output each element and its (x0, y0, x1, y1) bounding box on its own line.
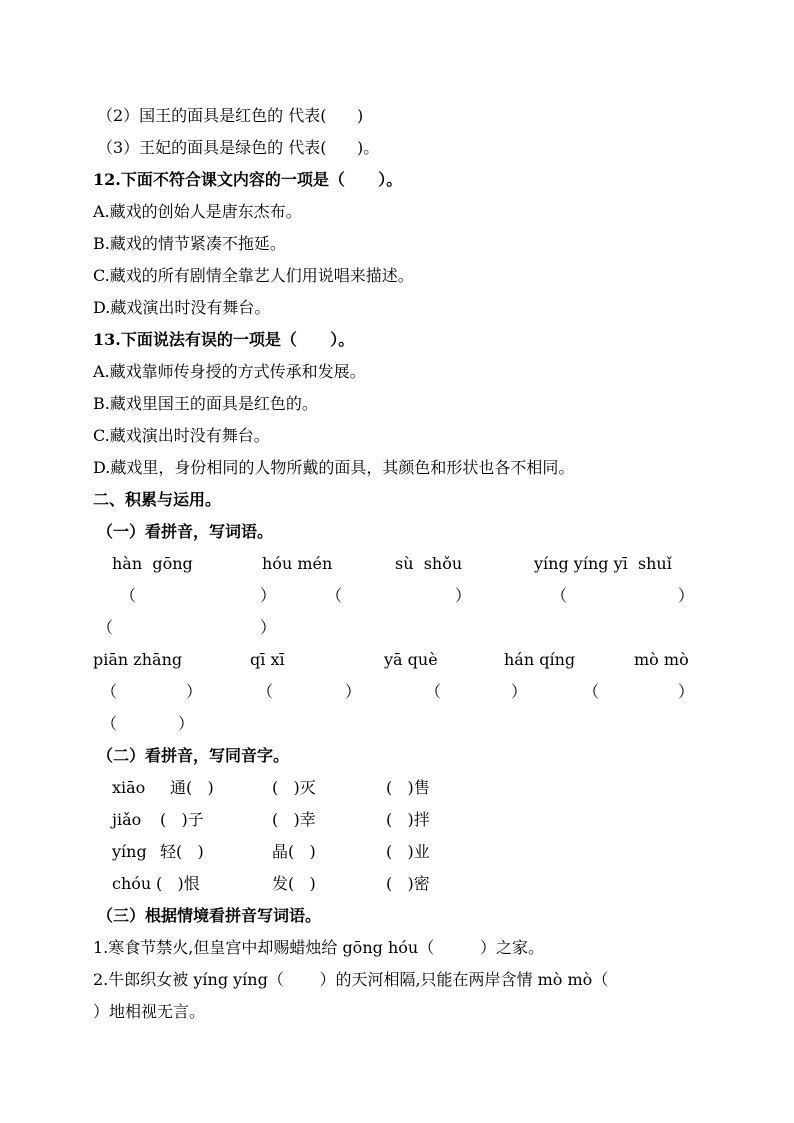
pinyin-8: hán qíng (504, 650, 576, 669)
homophone-blank[interactable]: ( )密 (386, 874, 430, 893)
answer-blank[interactable]: （ (326, 586, 343, 605)
pinyin-9: mò mò (634, 650, 689, 669)
answer-blank-close: ） (178, 714, 195, 733)
homophone-blank[interactable]: ( )子 (160, 810, 204, 829)
homophone-blank[interactable]: ( )恨 (156, 874, 200, 893)
pinyin-4: yíng yíng yī shuǐ (534, 554, 672, 573)
pinyin-6: qī xī (250, 650, 285, 669)
answer-blank[interactable]: （ (120, 586, 137, 605)
q12-option-b: B.藏戏的情节紧凑不拖延。 (93, 234, 286, 253)
pinyin-1: hàn gōng (112, 554, 193, 573)
answer-blank[interactable]: （ (257, 682, 274, 701)
homophone-blank[interactable]: ( )幸 (272, 810, 316, 829)
answer-blank-close: ） (345, 682, 362, 701)
homophone-blank[interactable]: ( )业 (386, 842, 430, 861)
pinyin-7: yā què (384, 650, 438, 669)
q13-option-c: C.藏戏演出时没有舞台。 (93, 426, 270, 445)
pinyin-3: sù shǒu (395, 554, 463, 573)
section2-title: 二、积累与运用。 (93, 490, 222, 509)
answer-blank-close: ） (186, 682, 203, 701)
q12-option-d: D.藏戏演出时没有舞台。 (93, 298, 271, 317)
homophone-pinyin: yíng (112, 842, 147, 861)
context-sentence-1: 1.寒食节禁火,但皇宫中却赐蜡烛给 gōng hóu（ ）之家。 (93, 938, 544, 957)
homophone-blank[interactable]: 轻( ) (160, 842, 204, 861)
homophone-blank[interactable]: ( )拌 (386, 810, 430, 829)
answer-blank[interactable]: （ (551, 586, 568, 605)
answer-blank-close: ） (511, 682, 528, 701)
pinyin-5: piān zhāng (93, 650, 183, 669)
part3-title: （三）根据情境看拼音写词语。 (97, 906, 322, 925)
q12-stem: 12.下面不符合课文内容的一项是（ ）。 (93, 170, 403, 189)
homophone-blank[interactable]: 通( ) (170, 778, 214, 797)
homophone-blank[interactable]: 晶( ) (272, 842, 316, 861)
q11-item-3: （3）王妃的面具是绿色的 代表( )。 (97, 138, 380, 157)
answer-blank-close: ） (260, 618, 277, 637)
q12-option-a: A.藏戏的创始人是唐东杰布。 (93, 202, 302, 221)
homophone-pinyin: jiǎo (112, 810, 142, 829)
answer-blank[interactable]: （ (97, 618, 114, 637)
q13-option-a: A.藏戏靠师传身授的方式传承和发展。 (93, 362, 366, 381)
homophone-blank[interactable]: ( )售 (386, 778, 430, 797)
answer-blank-close: ） (260, 586, 277, 605)
q11-item-2: （2）国王的面具是红色的 代表( ) (97, 106, 364, 125)
q13-stem: 13.下面说法有误的一项是（ ）。 (93, 330, 355, 349)
answer-blank[interactable]: （ (101, 714, 118, 733)
homophone-pinyin: chóu (112, 874, 152, 893)
q13-option-b: B.藏戏里国王的面具是红色的。 (93, 394, 318, 413)
q12-option-c: C.藏戏的所有剧情全靠艺人们用说唱来描述。 (93, 266, 414, 285)
context-sentence-2-cont: ）地相视无言。 (93, 1002, 206, 1021)
part1-title: （一）看拼音，写词语。 (97, 522, 274, 541)
answer-blank-close: ） (678, 682, 695, 701)
answer-blank[interactable]: （ (425, 682, 442, 701)
answer-blank-close: ） (678, 586, 695, 605)
part2-title: （二）看拼音，写同音字。 (97, 746, 290, 765)
answer-blank[interactable]: （ (101, 682, 118, 701)
homophone-blank[interactable]: 发( ) (272, 874, 316, 893)
pinyin-2: hóu mén (262, 554, 333, 573)
q13-option-d: D.藏戏里，身份相同的人物所戴的面具，其颜色和形状也各不相同。 (93, 458, 575, 477)
answer-blank-close: ） (455, 586, 472, 605)
homophone-pinyin: xiāo (112, 778, 146, 797)
context-sentence-2: 2.牛郎织女被 yíng yíng（ ）的天河相隔,只能在两岸含情 mò mò（ (93, 970, 609, 989)
homophone-blank[interactable]: ( )灭 (272, 778, 316, 797)
answer-blank[interactable]: （ (583, 682, 600, 701)
